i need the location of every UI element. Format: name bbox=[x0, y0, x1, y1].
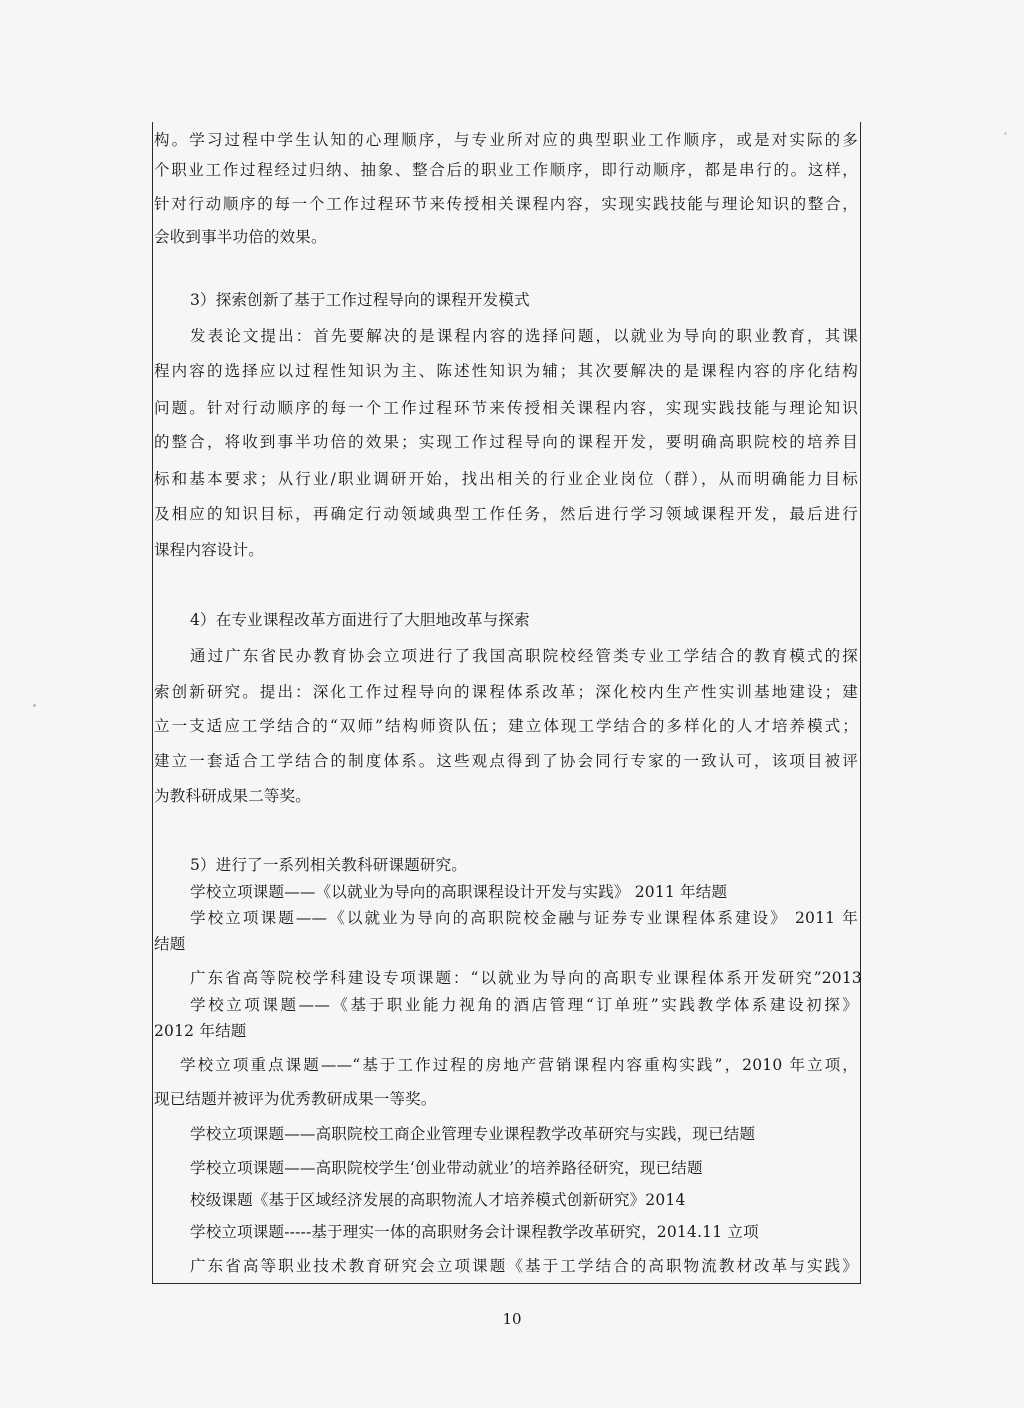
text-line: 学校立项课题——《以就业为导向的高职院校金融与证券专业课程体系建设》 2011 年 bbox=[190, 909, 858, 927]
text-line: 个职业工作过程经过归纳、抽象、整合后的职业工作顺序，即行动顺序，都是串行的。这样， bbox=[154, 161, 858, 179]
text-line: 标和基本要求；从行业/职业调研开始，找出相关的行业企业岗位（群），从而明确能力目标 bbox=[154, 470, 858, 488]
text-line: 校级课题《基于区域经济发展的高职物流人才培养模式创新研究》2014 bbox=[190, 1191, 686, 1209]
text-line: 构。学习过程中学生认知的心理顺序，与专业所对应的典型职业工作顺序，或是对实际的多 bbox=[154, 131, 858, 149]
text-line: 课程内容设计。 bbox=[154, 541, 264, 559]
text-line: 通过广东省民办教育协会立项进行了我国高职院校经管类专业工学结合的教育模式的探 bbox=[190, 647, 858, 665]
text-line: 广东省高等职业技术教育研究会立项课题《基于工学结合的高职物流教材改革与实践》 bbox=[190, 1257, 858, 1275]
text-line: 问题。针对行动顺序的每一个工作过程环节来传授相关课程内容，实现实践技能与理论知识 bbox=[154, 399, 858, 417]
text-line: 的整合，将收到事半功倍的效果；实现工作过程导向的课程开发，要明确高职院校的培养目 bbox=[154, 433, 858, 451]
text-line: 2012 年结题 bbox=[154, 1022, 247, 1040]
text-line: 发表论文提出：首先要解决的是课程内容的选择问题，以就业为导向的职业教育，其课 bbox=[190, 327, 858, 345]
text-line: 学校立项课题——《基于职业能力视角的酒店管理“订单班”实践教学体系建设初探》 bbox=[190, 996, 858, 1014]
text-line: 学校立项课题——高职院校工商企业管理专业课程教学改革研究与实践，现已结题 bbox=[190, 1125, 756, 1143]
text-line: 及相应的知识目标，再确定行动领域典型工作任务，然后进行学习领域课程开发，最后进行 bbox=[154, 505, 858, 523]
text-line: 学校立项重点课题——“基于工作过程的房地产营销课程内容重构实践”，2010 年立项， bbox=[180, 1056, 858, 1074]
page-number: 10 bbox=[502, 1310, 522, 1328]
text-line: 广东省高等院校学科建设专项课题：“以就业为导向的高职专业课程体系开发研究”2013 bbox=[190, 969, 862, 987]
text-line: 学校立项课题-----基于理实一体的高职财务会计课程教学改革研究，2014.11 立项 bbox=[190, 1223, 759, 1241]
text-line: 现已结题并被评为优秀教研成果一等奖。 bbox=[154, 1090, 437, 1108]
text-line: 立一支适应工学结合的“双师”结构师资队伍；建立体现工学结合的多样化的人才培养模式； bbox=[154, 717, 858, 735]
section-title: 4）在专业课程改革方面进行了大胆地改革与探索 bbox=[190, 611, 530, 629]
text-line: 会收到事半功倍的效果。 bbox=[154, 228, 327, 246]
text-line: 索创新研究。提出：深化工作过程导向的课程体系改革；深化校内生产性实训基地建设；建 bbox=[154, 683, 858, 701]
text-line: 学校立项课题——《以就业为导向的高职课程设计开发与实践》 2011 年结题 bbox=[190, 883, 728, 901]
section-title: 5）进行了一系列相关教科研课题研究。 bbox=[190, 856, 467, 874]
section-title: 3）探索创新了基于工作过程导向的课程开发模式 bbox=[190, 291, 530, 309]
text-line: 为教科研成果二等奖。 bbox=[154, 787, 312, 805]
text-line: 程内容的选择应以过程性知识为主、陈述性知识为辅；其次要解决的是课程内容的序化结构 bbox=[154, 362, 858, 380]
text-line: 结题 bbox=[154, 935, 186, 953]
scan-speck bbox=[33, 704, 36, 707]
text-line: 针对行动顺序的每一个工作过程环节来传授相关课程内容，实现实践技能与理论知识的整合， bbox=[154, 195, 858, 213]
scan-speck bbox=[1004, 132, 1007, 135]
text-line: 建立一套适合工学结合的制度体系。这些观点得到了协会同行专家的一致认可，该项目被评 bbox=[154, 752, 858, 770]
text-line: 学校立项课题——高职院校学生‘创业带动就业’的培养路径研究，现已结题 bbox=[190, 1159, 703, 1177]
